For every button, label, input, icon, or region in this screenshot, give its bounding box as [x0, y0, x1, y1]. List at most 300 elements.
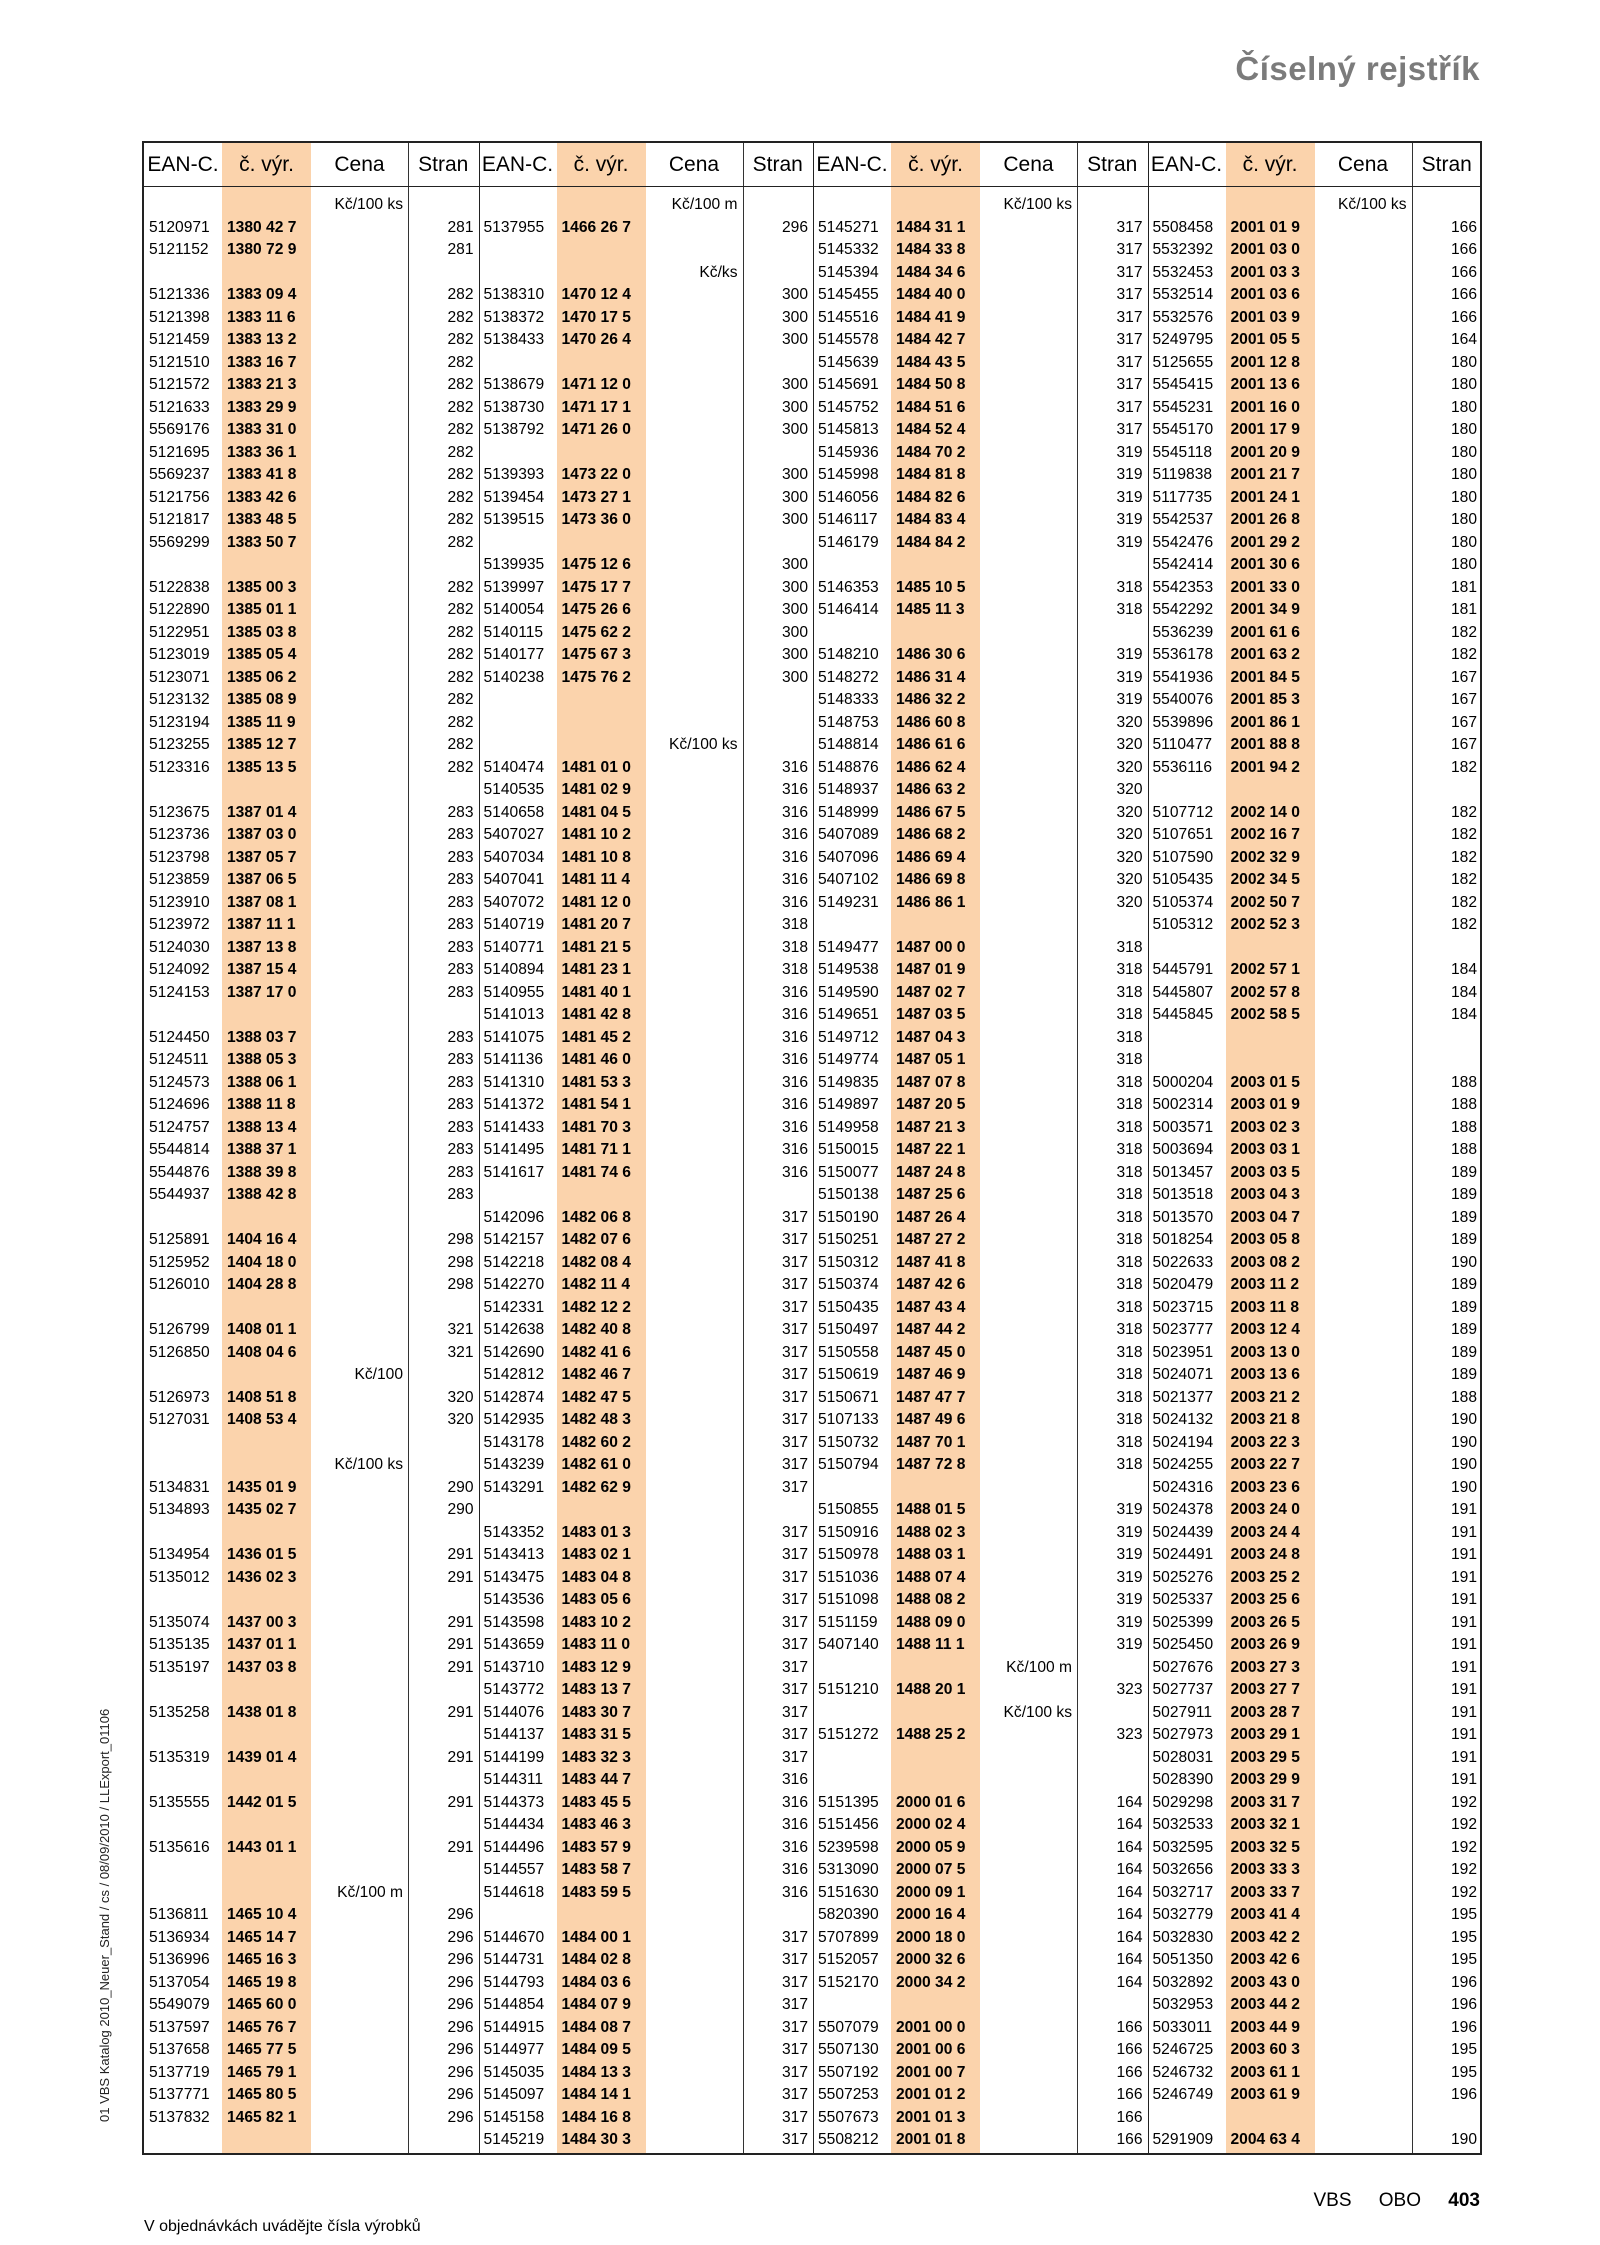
page-ref: 318: [1116, 1366, 1143, 1383]
ean-code: 5148753: [818, 713, 879, 731]
product-number: 1465 60 0: [227, 1996, 297, 2013]
product-number: 1483 57 9: [561, 1838, 631, 1856]
ean-code: 5144137: [483, 1726, 545, 1743]
page-ref: 317: [781, 1411, 808, 1428]
ean-code: 5539896: [1152, 713, 1214, 731]
product-number: 2001 24 1: [1230, 488, 1300, 506]
page-ref: 196: [1450, 1973, 1477, 1991]
product-number: 1483 32 3: [561, 1748, 631, 1766]
page-ref: 318: [1116, 983, 1143, 1001]
product-number: 1487 27 2: [896, 1231, 966, 1248]
ean-code: 5139393: [483, 466, 545, 483]
page-ref: 195: [1450, 2063, 1477, 2081]
ean-code: 5024491: [1152, 1546, 1214, 1563]
product-number: 1404 18 0: [227, 1253, 297, 1271]
product-number: 1465 19 8: [227, 1973, 297, 1991]
product-number: 1483 12 9: [561, 1658, 631, 1676]
ean-code: 5024255: [1152, 1456, 1214, 1473]
product-number: 1488 01 5: [896, 1501, 966, 1518]
product-number: 1482 12 2: [561, 1298, 631, 1316]
ean-code: 5023777: [1152, 1321, 1214, 1338]
product-number: 1385 03 8: [227, 623, 297, 641]
product-number: 1383 13 2: [227, 331, 297, 348]
product-number: 2003 32 5: [1230, 1838, 1300, 1856]
product-number: 2002 57 1: [1230, 961, 1300, 978]
page-ref: 316: [781, 1816, 808, 1833]
product-number: 1387 05 7: [227, 848, 297, 866]
ean-code: 5032533: [1152, 1816, 1214, 1833]
page-ref: 317: [781, 1321, 808, 1338]
ean-code: 5022633: [1152, 1253, 1214, 1271]
price-unit: Kč/100 ks: [334, 1456, 403, 1473]
page-ref: 192: [1450, 1838, 1477, 1856]
ean-code: 5033011: [1152, 2018, 1213, 2036]
product-number: 1487 05 1: [896, 1051, 966, 1068]
product-number: 1383 50 7: [227, 533, 297, 551]
page-ref: 283: [447, 983, 474, 1001]
ean-code: 5140719: [483, 916, 545, 933]
product-number: 2003 24 8: [1230, 1546, 1300, 1563]
page-ref: 296: [447, 2041, 474, 2058]
product-number: 1465 80 5: [227, 2086, 297, 2103]
product-number: 1483 02 1: [561, 1546, 631, 1563]
ean-code: 5149538: [818, 961, 879, 978]
page-ref: 189: [1450, 1298, 1477, 1316]
page-ref: 318: [1116, 1276, 1143, 1293]
page-ref: 320: [1116, 848, 1143, 866]
product-number: 2003 02 3: [1230, 1118, 1300, 1136]
page-ref: 191: [1450, 1748, 1477, 1766]
ean-code: 5142638: [483, 1321, 545, 1338]
product-number: 1488 07 4: [896, 1568, 966, 1586]
page-ref: 318: [1116, 1456, 1143, 1473]
ean-code: 5407027: [483, 826, 545, 843]
page-ref: 191: [1450, 1568, 1477, 1586]
page-ref: 184: [1450, 961, 1477, 978]
page-ref: 317: [781, 1366, 808, 1383]
ean-code: 5150855: [818, 1501, 879, 1518]
page-ref: 316: [781, 871, 808, 888]
product-number: 1487 26 4: [896, 1208, 966, 1226]
page-ref: 317: [781, 1591, 808, 1608]
product-number: 1481 74 6: [561, 1163, 631, 1181]
ean-code: 5107133: [818, 1411, 879, 1428]
page-ref: 318: [1116, 1433, 1143, 1451]
page-ref: 319: [1116, 668, 1143, 686]
ean-code: 5123972: [149, 916, 210, 933]
page-ref: 296: [447, 2086, 474, 2103]
product-number: 1466 26 7: [561, 218, 631, 236]
product-number: 2002 32 9: [1230, 848, 1300, 866]
ean-code: 5150619: [818, 1366, 879, 1383]
page-ref: 283: [447, 938, 474, 956]
product-number: 1483 31 5: [561, 1726, 631, 1743]
product-number: 2002 16 7: [1230, 826, 1300, 843]
ean-code: 5027676: [1152, 1658, 1214, 1676]
ean-code: 5145097: [483, 2086, 545, 2103]
page-ref: 181: [1450, 601, 1477, 618]
product-number: 1481 40 1: [561, 983, 631, 1001]
product-number: 1482 08 4: [561, 1253, 631, 1271]
ean-code: 5124153: [149, 983, 210, 1001]
page-ref: 182: [1450, 646, 1477, 663]
product-number: 1488 09 0: [896, 1613, 966, 1631]
price-unit: Kč/100 ks: [334, 196, 403, 213]
ean-code: 5144076: [483, 1703, 545, 1721]
ean-code: 5142270: [483, 1276, 545, 1293]
ean-code: 5145936: [818, 443, 879, 461]
page-ref: 164: [1116, 1793, 1143, 1811]
page-ref: 164: [1116, 1973, 1143, 1991]
ean-code: 5123675: [149, 803, 210, 821]
page-ref: 190: [1450, 1478, 1477, 1496]
page-ref: 182: [1450, 758, 1477, 776]
product-number: 1488 03 1: [896, 1546, 966, 1563]
ean-code: 5144915: [483, 2018, 545, 2036]
product-number: 2003 24 0: [1230, 1501, 1300, 1518]
product-number: 1443 01 1: [227, 1838, 297, 1856]
product-number: 2001 94 2: [1230, 758, 1300, 776]
page-ref: 296: [447, 1996, 474, 2013]
product-number: 1388 05 3: [227, 1051, 297, 1068]
product-number: 2001 01 8: [896, 2131, 966, 2148]
page-ref: 319: [1116, 691, 1143, 708]
ean-code: 5107590: [1152, 848, 1214, 866]
ean-code: 5140771: [483, 938, 545, 956]
ean-code: 5532392: [1152, 241, 1214, 258]
page-ref: 282: [447, 353, 474, 371]
page-ref: 316: [781, 893, 808, 911]
page-ref: 180: [1450, 443, 1477, 461]
ean-code: 5107712: [1152, 803, 1214, 821]
ean-code: 5119838: [1152, 466, 1213, 483]
product-number: 1483 11 0: [561, 1636, 631, 1653]
ean-code: 5145516: [818, 308, 879, 326]
page-ref: 190: [1450, 1456, 1477, 1473]
product-number: 1486 69 4: [896, 848, 966, 866]
ean-code: 5508458: [1152, 218, 1214, 236]
page-ref: 192: [1450, 1883, 1477, 1901]
ean-code: 5124450: [149, 1028, 210, 1046]
page-ref: 192: [1450, 1793, 1477, 1811]
ean-code: 5151456: [818, 1816, 879, 1833]
product-number: 2003 11 8: [1230, 1298, 1300, 1316]
product-number: 1470 26 4: [561, 331, 631, 348]
ean-code: 5032953: [1152, 1996, 1214, 2013]
ean-code: 5145271: [818, 218, 879, 236]
page-ref: 282: [447, 646, 474, 663]
page-ref: 291: [447, 1658, 474, 1676]
product-number: 2002 14 0: [1230, 803, 1300, 821]
ean-code: 5138372: [483, 308, 545, 326]
column-header: EAN-C.: [816, 153, 888, 176]
product-number: 1388 42 8: [227, 1186, 297, 1203]
page-ref: 283: [447, 1186, 474, 1203]
page-ref: 189: [1450, 1186, 1477, 1203]
ean-code: 5445807: [1152, 983, 1214, 1001]
page-ref: 195: [1450, 2041, 1477, 2058]
page-ref: 321: [447, 1343, 474, 1361]
ean-code: 5138679: [483, 376, 545, 393]
ean-code: 5144670: [483, 1928, 545, 1946]
page-ref: 319: [1116, 1613, 1143, 1631]
page-ref: 300: [781, 376, 808, 393]
page-ref: 180: [1450, 466, 1477, 483]
ean-code: 5138792: [483, 421, 545, 438]
page-ref: 182: [1450, 848, 1477, 866]
ean-code: 5137832: [149, 2108, 210, 2126]
page-ref: 317: [781, 1478, 808, 1496]
product-number: 1488 08 2: [896, 1591, 966, 1608]
ean-code: 5135197: [149, 1658, 210, 1676]
ean-code: 5143710: [483, 1658, 545, 1676]
product-number: 2003 31 7: [1230, 1793, 1300, 1811]
page-ref: 282: [447, 736, 474, 753]
ean-code: 5149835: [818, 1073, 879, 1091]
page-ref: 316: [781, 1028, 808, 1046]
page-ref: 195: [1450, 1928, 1477, 1946]
page-ref: 282: [447, 331, 474, 348]
column-header: Stran: [1421, 153, 1472, 176]
ean-code: 5027737: [1152, 1681, 1214, 1698]
product-number: 1437 00 3: [227, 1613, 297, 1631]
ean-code: 5135616: [149, 1838, 210, 1856]
page-ref: 164: [1450, 331, 1477, 348]
page-ref: 317: [781, 2108, 808, 2126]
ean-code: 5136996: [149, 1951, 210, 1968]
page-ref: 317: [781, 1973, 808, 1991]
ean-code: 5407102: [818, 871, 879, 888]
ean-code: 5141495: [483, 1141, 545, 1158]
column-header: č. výr.: [573, 153, 629, 176]
product-number: 1486 62 4: [896, 758, 966, 776]
product-number: 1388 06 1: [227, 1073, 297, 1091]
page-ref: 282: [447, 713, 474, 731]
page-ref: 167: [1450, 668, 1477, 686]
ean-code: 5145455: [818, 286, 879, 303]
ean-code: 5137771: [149, 2086, 210, 2103]
ean-code: 5032892: [1152, 1973, 1214, 1991]
page-ref: 318: [1116, 1073, 1143, 1091]
page-ref: 166: [1116, 2041, 1143, 2058]
page-ref: 166: [1450, 241, 1477, 258]
column-header: č. výr.: [1242, 153, 1298, 176]
product-number: 1383 31 0: [227, 421, 297, 438]
page-ref: 166: [1116, 2018, 1143, 2036]
product-number: 1487 21 3: [896, 1118, 966, 1136]
page-ref: 290: [447, 1501, 474, 1518]
page-ref: 300: [781, 488, 808, 506]
product-number: 1484 83 4: [896, 511, 966, 528]
page-ref: 283: [447, 848, 474, 866]
product-number: 1486 67 5: [896, 803, 966, 821]
page-ref: 282: [447, 691, 474, 708]
product-number: 1385 01 1: [227, 601, 297, 618]
page-ref: 282: [447, 601, 474, 618]
product-number: 1385 06 2: [227, 668, 297, 686]
price-unit: Kč/100 m: [671, 196, 738, 213]
ean-code: 5136934: [149, 1928, 210, 1946]
product-number: 1383 16 7: [227, 353, 297, 371]
page-ref: 318: [1116, 1208, 1143, 1226]
ean-code: 5407041: [483, 871, 545, 888]
page-ref: 281: [447, 241, 474, 258]
column-header: Cena: [668, 153, 720, 176]
product-number: 1484 41 9: [896, 308, 966, 326]
page-ref: 166: [1116, 2063, 1143, 2081]
product-number: 1483 01 3: [561, 1523, 631, 1541]
product-number: 1470 12 4: [561, 286, 631, 303]
header-separator: [144, 186, 1480, 187]
ean-code: 5122951: [149, 623, 210, 641]
page-ref: 319: [1116, 533, 1143, 551]
page-ref: 318: [1116, 1163, 1143, 1181]
product-number: 1487 41 8: [896, 1253, 966, 1271]
ean-code: 5105312: [1152, 916, 1214, 933]
ean-code: 5151395: [818, 1793, 879, 1811]
page-ref: 317: [781, 1253, 808, 1271]
ean-code: 5148876: [818, 758, 879, 776]
ean-code: 5134954: [149, 1546, 210, 1563]
product-number: 1484 51 6: [896, 398, 966, 416]
ean-code: 5121336: [149, 286, 210, 303]
ean-code: 5124573: [149, 1073, 210, 1091]
price-unit: Kč/100: [354, 1366, 403, 1383]
product-number: 1482 60 2: [561, 1433, 631, 1451]
product-number: 1487 45 0: [896, 1343, 966, 1361]
product-number: 1383 29 9: [227, 398, 297, 416]
ean-code: 5126850: [149, 1343, 210, 1361]
product-number: 1487 43 4: [896, 1298, 966, 1316]
page-ref: 296: [447, 1951, 474, 1968]
page-ref: 300: [781, 308, 808, 326]
page-ref: 300: [781, 331, 808, 348]
page-ref: 317: [781, 1703, 808, 1721]
ean-code: 5145691: [818, 376, 879, 393]
ean-code: 5121756: [149, 488, 210, 506]
page-ref: 296: [447, 2018, 474, 2036]
ean-code: 5143598: [483, 1613, 545, 1631]
page-ref: 196: [1450, 2018, 1477, 2036]
product-number: 2003 29 1: [1230, 1726, 1300, 1743]
product-number: 1487 47 7: [896, 1388, 966, 1406]
ean-code: 5135135: [149, 1636, 210, 1653]
page-ref: 317: [1116, 263, 1143, 281]
ean-code: 5105435: [1152, 871, 1214, 888]
page-ref: 182: [1450, 871, 1477, 888]
ean-code: 5532453: [1152, 263, 1214, 281]
product-number: 1475 76 2: [561, 668, 631, 686]
page-ref: 281: [447, 218, 474, 236]
price-unit: Kč/100 ks: [1003, 1703, 1072, 1721]
product-number: 1387 15 4: [227, 961, 297, 978]
product-number: 2001 00 0: [896, 2018, 966, 2036]
page-ref: 320: [1116, 713, 1143, 731]
page-ref: 283: [447, 826, 474, 843]
column-header: Cena: [334, 153, 385, 176]
product-number: 1488 11 1: [896, 1636, 965, 1653]
product-number: 2001 03 9: [1230, 308, 1300, 326]
product-number: 1385 12 7: [227, 736, 297, 753]
ean-code: 5121695: [149, 443, 210, 461]
ean-code: 5137054: [149, 1973, 210, 1991]
column-header: č. výr.: [239, 153, 294, 176]
ean-code: 5145998: [818, 466, 879, 483]
product-number: 1385 05 4: [227, 646, 297, 663]
product-number: 1482 61 0: [561, 1456, 631, 1473]
ean-code: 5545231: [1152, 398, 1214, 416]
ean-code: 5135319: [149, 1748, 210, 1766]
product-number: 1481 04 5: [561, 803, 631, 821]
page-ref: 317: [1116, 353, 1143, 371]
ean-code: 5023951: [1152, 1343, 1214, 1361]
product-number: 2002 52 3: [1230, 916, 1300, 933]
page-ref: 318: [1116, 961, 1143, 978]
page-ref: 317: [781, 1613, 808, 1631]
ean-code: 5138730: [483, 398, 545, 416]
page-ref: 318: [781, 938, 808, 956]
ean-code: 5146179: [818, 533, 879, 551]
ean-code: 5003694: [1152, 1141, 1214, 1158]
page-ref: 319: [1116, 488, 1143, 506]
ean-code: 5150732: [818, 1433, 879, 1451]
brand-vbs: VBS: [1313, 2190, 1352, 2211]
page-ref: 317: [781, 1456, 808, 1473]
ean-code: 5135555: [149, 1793, 210, 1811]
page-ref: 300: [781, 578, 808, 596]
ean-code: 5134893: [149, 1501, 210, 1518]
page-ref: 283: [447, 1163, 474, 1181]
product-number: 1436 01 5: [227, 1546, 297, 1563]
ean-code: 5149651: [818, 1006, 879, 1023]
product-number: 1484 16 8: [561, 2108, 631, 2126]
page-ref: 191: [1450, 1658, 1477, 1676]
page-ref: 182: [1450, 916, 1477, 933]
page-ref: 196: [1450, 1996, 1477, 2013]
product-number: 2001 84 5: [1230, 668, 1300, 686]
page-ref: 188: [1450, 1141, 1477, 1158]
product-number: 1404 16 4: [227, 1231, 297, 1248]
product-number: 2001 00 6: [896, 2041, 966, 2058]
page-ref: 191: [1450, 1501, 1477, 1518]
product-number: 2003 23 6: [1230, 1478, 1300, 1496]
product-number: 1465 82 1: [227, 2108, 297, 2126]
ean-code: 5151272: [818, 1726, 879, 1743]
product-number: 1488 20 1: [896, 1681, 966, 1698]
product-number: 1486 61 6: [896, 736, 966, 753]
ean-code: 5143239: [483, 1456, 545, 1473]
ean-code: 5143413: [483, 1546, 545, 1563]
ean-code: 5143352: [483, 1523, 545, 1541]
product-number: 1481 10 2: [561, 826, 631, 843]
page-ref: 317: [1116, 421, 1143, 438]
page-ref: 190: [1450, 1253, 1477, 1271]
ean-code: 5146117: [818, 511, 878, 528]
ean-code: 5544876: [149, 1163, 210, 1181]
product-number: 1408 51 8: [227, 1388, 297, 1406]
product-number: 1481 10 8: [561, 848, 631, 866]
ean-code: 5549079: [149, 1996, 210, 2013]
ean-code: 5246749: [1152, 2086, 1214, 2103]
page-ref: 320: [1116, 803, 1143, 821]
page-ref: 320: [1116, 826, 1143, 843]
product-number: 1487 00 0: [896, 938, 966, 956]
ean-code: 5123736: [149, 826, 210, 843]
ean-code: 5117735: [1152, 488, 1213, 506]
product-number: 2003 61 9: [1230, 2086, 1300, 2103]
page-ref: 323: [1116, 1681, 1143, 1698]
ean-code: 5142812: [483, 1366, 545, 1383]
